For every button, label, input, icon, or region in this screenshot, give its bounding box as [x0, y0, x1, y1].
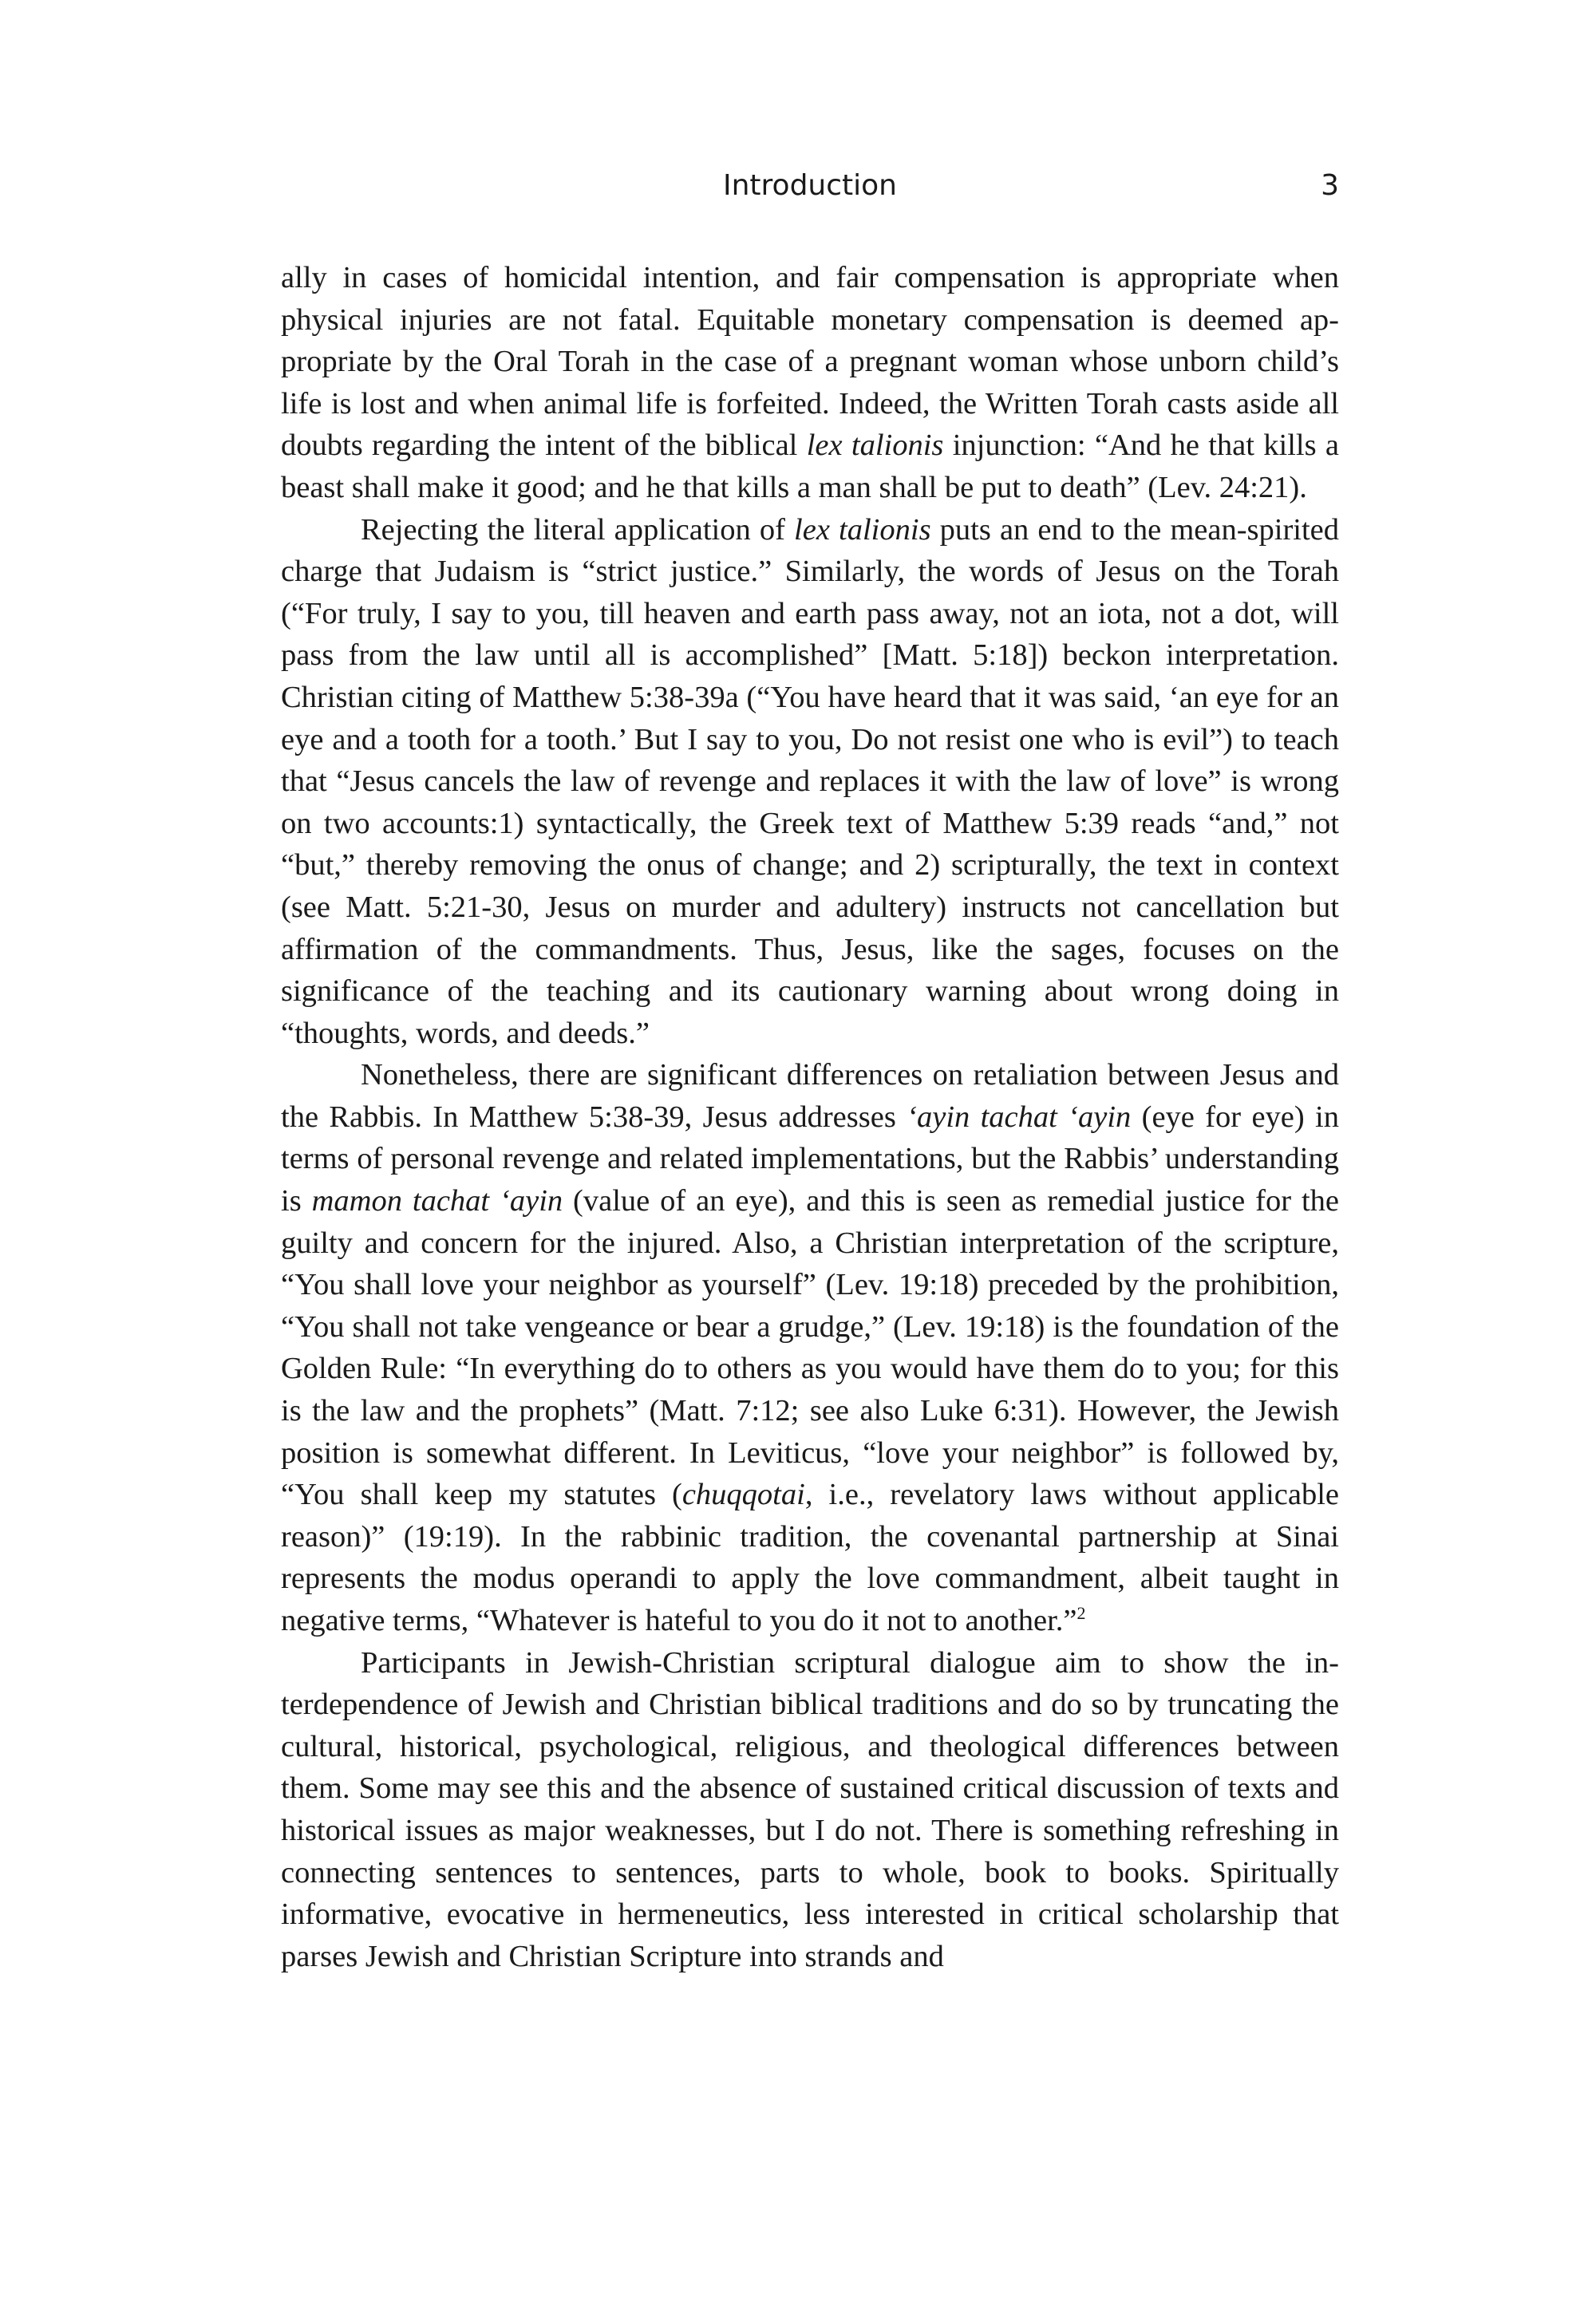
body-text [281, 257, 1339, 1977]
paragraph-2 [281, 509, 1339, 1055]
footnote-marker: 2 [1077, 1603, 1086, 1624]
paragraph-3 [281, 1054, 1339, 1641]
paragraph-1 [281, 257, 1339, 509]
text-run: Nonetheless, there are significant differences on retaliation between Jesus and the Rabbis. In Matthew 5:38-39, Jesus addresses [281, 1058, 1339, 1134]
text-run: , i.e., revelatory laws without applicable reason)” (19:19). In the rabbinic tradition, the covenantal partnership at Sinai represents the modus operandi to apply the love commandment, albeit taught in negative terms, “Whatever is hateful to you do it not to another.” [281, 1478, 1339, 1637]
paragraph-4 [281, 1642, 1339, 1978]
text-run: injunction: “And he that kills a beast shall make it good; and he that kills a man shall be put to death” (Lev. 24:21). [281, 428, 1339, 504]
italic-term: chuqqotai [681, 1478, 805, 1512]
text-run: puts an end to the mean-spirited charge that Judaism is “strict justice.” Similarly, the words of Jesus on the Torah (“For truly, I say to you, till heaven and earth pass away, not an iota, not a dot, will pass from the law until all is accomplished” [Matt. 5:18]) beckon interpretation. Christian citing of Matthew 5:38-39a (“You have heard that it was said, ‘an eye for an eye and a tooth for a tooth.’ But I say to you, Do not resist one who is evil”) to teach that “Jesus cancels the law of revenge and replaces it with the law of love” is wrong on two accounts:1) syntactically, the Greek text of Matthew 5:39 reads “and,” not “but,” thereby removing the onus of change; and 2) scripturally, the text in context (see Matt. 5:21-30, Jesus on murder and adultery) instructs not cancellation but affirmation of the commandments. Thus, Jesus, like the sages, focuses on the significance of the teaching and its cautionary warning about wrong doing in “thoughts, words, and deeds.” [281, 512, 1339, 1050]
italic-term: lex talionis [794, 512, 931, 547]
text-run: ally in cases of homicidal intention, and fair compensation is appropriate when physical injuries are not fatal. Equitable monetary compensation is deemed appropriate by the Oral Torah in the case of a pregnant woman whose unborn child’s life is lost and when animal life is forfeited. Indeed, the Written Torah casts aside all doubts regarding the intent of the biblical [281, 261, 1339, 463]
running-head [281, 164, 1339, 212]
text-run: Participants in Jewish-Christian scriptural dialogue aim to show the interdependence of Jewish and Christian biblical traditions and do so by truncating the cultural, historical, psychological, religious, and theological differences between them. Some may see this and the absence of sustained critical discussion of texts and historical issues as major weaknesses, but I do not. There is something refreshing in connecting sentences to sentences, parts to whole, book to books. Spiritually informative, evocative in hermeneutics, less interested in critical scholarship that parses Jewish and Christian Scripture into strands and [281, 1645, 1339, 1973]
text-run: Rejecting the literal application of [361, 512, 795, 547]
chapter-title: Introduction [722, 169, 897, 202]
text-run: (eye for eye) in terms of personal revenge and related implementations, but the Rabbis’ understanding is [281, 1100, 1339, 1218]
page-number: 3 [1321, 169, 1339, 202]
text-run: (value of an eye), and this is seen as remedial justice for the guilty and concern for the injured. Also, a Christian interpretation of the scripture, “You shall love your neighbor as yourself” (Lev. 19:18) preceded by the prohibition, “You shall not take vengeance or bear a grudge,” (Lev. 19:18) is the foundation of the Golden Rule: “In everything do to others as you would have them do to you; for this is the law and the prophets” (Matt. 7:12; see also Luke 6:31). However, the Jewish position is somewhat different. In Leviticus, “love your neighbor” is followed by, “You shall keep my statutes ( [281, 1184, 1339, 1512]
italic-term: lex talionis [806, 428, 944, 463]
italic-term: ‘ayin tachat ‘ayin [907, 1100, 1132, 1134]
italic-term: mamon tachat ‘ayin [311, 1184, 563, 1218]
